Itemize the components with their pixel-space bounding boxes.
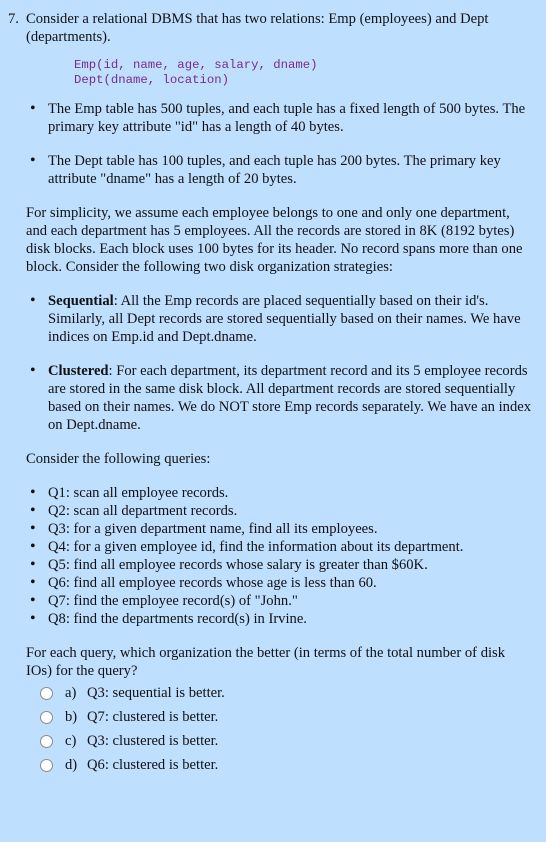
schema-block (74, 58, 534, 88)
query-item: • Q6: find all employee records whose age is less than 60. (48, 574, 534, 592)
strategy-text: : All the Emp records are placed sequentially based on their id's. Similarly, all Dept records are stored sequentially based on their names. We have indices on Emp.id and Dept.dname. (48, 293, 521, 345)
query-item: • Q2: scan all department records. (48, 502, 534, 520)
query-item: • Q3: for a given department name, find all its employees. (48, 520, 534, 538)
schema-dept: Dept(dname, location) (74, 73, 229, 87)
query-item: • Q8: find the departments record(s) in Irvine. (48, 610, 534, 628)
query-item: • Q7: find the employee record(s) of "John." (48, 592, 534, 610)
option-b[interactable] (40, 705, 534, 729)
option-a[interactable] (40, 681, 534, 705)
queries-intro: Consider the following queries: (26, 451, 211, 467)
strategy-name: Sequential (48, 293, 114, 309)
strategy-sequential (48, 292, 534, 346)
question-prompt: For each query, which organization the better (in terms of the total number of disk IOs) for the query? (26, 645, 506, 679)
answer-options (40, 681, 534, 777)
option-d[interactable] (40, 753, 534, 777)
option-text: Q7: clustered is better. (87, 709, 219, 725)
question-header (8, 10, 534, 46)
option-letter: b) (65, 709, 78, 725)
option-text: Q3: clustered is better. (87, 733, 219, 749)
fact-item: • The Dept table has 100 tuples, and each tuple has 200 bytes. The primary key attribute "dname" has a length of 20 bytes. (48, 152, 534, 188)
option-text: Q6: clustered is better. (87, 757, 219, 773)
strategy-clustered (48, 362, 534, 434)
radio-button[interactable] (40, 759, 53, 772)
radio-button[interactable] (40, 687, 53, 700)
assumption-paragraph: For simplicity, we assume each employee belongs to one and only one department, and each department has 5 employees. All the records are stored in 8K (8192 bytes) disk blocks. Each block uses 100 bytes for its header. No record spans more than one block. Consider the following two disk organization strategies: (26, 205, 523, 275)
option-letter: d) (65, 757, 78, 773)
queries-list (8, 484, 534, 628)
query-item: • Q4: for a given employee id, find the information about its department. (48, 538, 534, 556)
option-c[interactable] (40, 729, 534, 753)
strategy-text: : For each department, its department record and its 5 employee records are stored in the same disk block. All department records are stored sequentially based on their names. We do NOT store Emp records separately. We have an index on Dept.dname. (48, 363, 532, 433)
option-text: Q3: sequential is better. (87, 685, 225, 701)
option-letter: c) (65, 733, 77, 749)
fact-item: • The Emp table has 500 tuples, and each tuple has a fixed length of 500 bytes. The primary key attribute "id" has a length of 40 bytes. (48, 100, 534, 136)
facts-list (8, 100, 534, 188)
question-number: 7. (8, 11, 19, 27)
radio-button[interactable] (40, 711, 53, 724)
radio-button[interactable] (40, 735, 53, 748)
strategy-name: Clustered (48, 363, 109, 379)
query-item: • Q5: find all employee records whose salary is greater than $60K. (48, 556, 534, 574)
query-item: • Q1: scan all employee records. (48, 484, 534, 502)
question-intro: Consider a relational DBMS that has two relations: Emp (employees) and Dept (departments). (26, 11, 489, 45)
option-letter: a) (65, 685, 77, 701)
strategies-list (8, 292, 534, 434)
schema-emp: Emp(id, name, age, salary, dname) (74, 58, 318, 72)
